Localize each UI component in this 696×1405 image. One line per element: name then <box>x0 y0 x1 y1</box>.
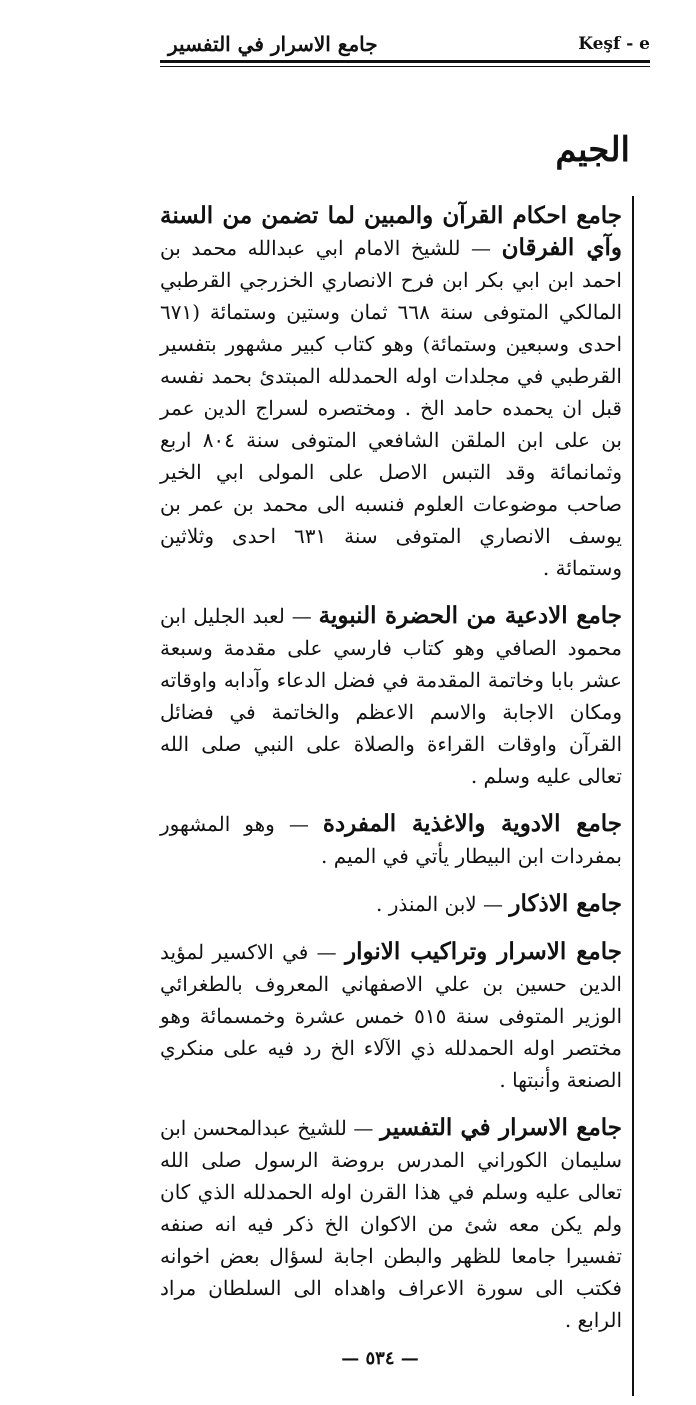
entry-title: جامع الادعية من الحضرة النبوية <box>318 602 623 629</box>
entry-1 <box>160 200 622 584</box>
entry-3 <box>160 808 622 872</box>
header-rule-thick <box>160 60 650 63</box>
entry-title: جامع الاذكار <box>509 890 622 917</box>
entry-title: جامع الاسرار وتراكيب الانوار <box>344 938 622 965</box>
entry-5 <box>160 936 622 1096</box>
entry-4 <box>160 888 622 920</box>
section-letter-heading: الجيم <box>555 130 630 170</box>
header-title: جامع الاسرار في التفسير <box>168 32 378 56</box>
page-number: — ٥٣٤ — <box>341 1348 419 1369</box>
running-header <box>160 30 650 60</box>
entry-body: — في الاكسير لمؤيد الدين حسين بن علي الاصفهاني المعروف بالطغرائي الوزير المتوفى سنة ٥١٥ خمس عشرة وخمسمائة وهو مختصر اوله الحمدلله ذي الآلاء الخ رد فيه على منكري الصنعة وأنبتها . <box>160 940 622 1092</box>
entries-column <box>160 200 622 1352</box>
header-kesf-label: Keşf - e <box>578 34 650 54</box>
entry-body: — للشيخ الامام ابي عبدالله محمد بن احمد ابن ابي بكر ابن فرح الانصاري الخزرجي القرطبي المالكي المتوفى سنة ٦٦٨ ثمان وستين وستمائة (٦٧١ احدى وسبعين وستمائة) وهو كتاب كبير مشهور بتفسير القرطبي في مجلدات اوله الحمدلله المبتدئ بحمد نفسه قبل ان يحمده حامد الخ . ومختصره لسراج الدين عمر بن على ابن الملقن الشافعي المتوفى سنة ٨٠٤ اربع وثمانمائة وقد التبس الاصل على المولى ابي الخير صاحب موضوعات العلوم فنسبه الى محمد بن عمر بن يوسف الانصاري المتوفى سنة ٦٣١ احدى وثلاثين وستمائة . <box>160 236 623 580</box>
entry-body: — للشيخ عبدالمحسن ابن سليمان الكوراني المدرس بروضة الرسول صلى الله تعالى عليه وسلم في هذا القرن اوله الحمدلله الذي كان ولم يكن معه شئ من الاكوان الخ ذكر فيه انه صنفه تفسيرا جامعا للظهر والبطن اجابة لسؤال بعض اخوانه فكتب الى سورة الاعراف واهداه الى السلطان مراد الرابع . <box>160 1116 622 1332</box>
header-rule-thin <box>160 66 650 67</box>
column-rule <box>632 196 634 1396</box>
entry-body: — لعبد الجليل ابن محمود الصافي وهو كتاب فارسي على مقدمة وسبعة عشر بابا وخاتمة المقدمة في فضل الدعاء وآدابه واوقاته ومكان الاجابة والاسم الاعظم والخاتمة في فضائل القرآن واوقات القراءة والصلاة على النبي صلى الله تعالى عليه وسلم . <box>160 604 622 788</box>
entry-2 <box>160 600 622 792</box>
entry-6 <box>160 1112 622 1336</box>
entry-title: جامع احكام القرآن والمبين لما تضمن من السنة وآي الفرقان <box>160 202 622 261</box>
entry-title: جامع الاسرار في التفسير <box>380 1114 623 1141</box>
entry-body: — وهو المشهور بمفردات ابن البيطار يأتي في الميم . <box>160 812 622 868</box>
entry-body: — لابن المنذر . <box>376 892 504 916</box>
entry-title: جامع الادوية والاغذية المفردة <box>322 810 623 837</box>
